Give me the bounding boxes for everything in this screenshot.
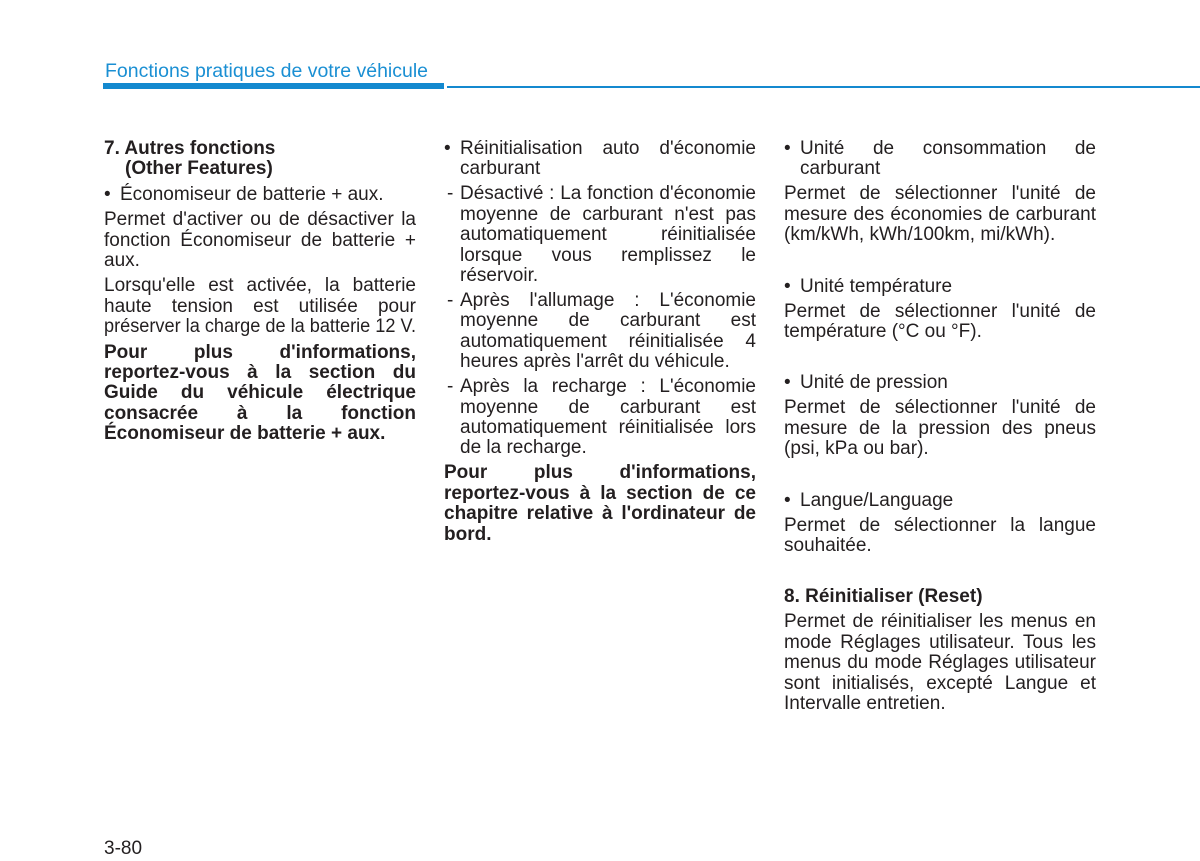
text-line: souhaitée. (784, 535, 872, 557)
paragraph (104, 276, 416, 337)
heading-line: 8. Réinitialiser (Reset) (784, 586, 983, 608)
text-line: Pour plus d'informations, (444, 462, 756, 484)
bullet-item-consumption-unit (784, 139, 1096, 180)
text-line: Permet de réinitialiser les menus en (784, 611, 1096, 633)
text-line: menus du mode Réglages utilisateur (784, 652, 1096, 674)
text-line: sont initialisés, excepté Langue et (784, 672, 1096, 694)
text-line: aux. (104, 250, 140, 272)
paragraph (784, 302, 1096, 343)
dash-marker: - (447, 290, 454, 312)
dash-item-after-ignition (444, 291, 756, 373)
bullet-item-temperature-unit (784, 277, 1096, 297)
bullet-marker: • (784, 372, 791, 394)
text-line: lorsque vous remplissez le (460, 244, 756, 266)
text-line: carburant (800, 158, 881, 180)
text-line: Permet de sélectionner l'unité de (784, 397, 1096, 419)
bullet-item-auto-reset (444, 139, 756, 180)
paragraph (784, 516, 1096, 557)
section-heading-reset (784, 587, 1096, 607)
text-line: Permet de sélectionner l'unité de (784, 183, 1096, 205)
text-line: chapitre relative à l'ordinateur de (444, 503, 756, 525)
paragraph (104, 210, 416, 271)
text-line: Pour plus d'informations, (104, 341, 416, 363)
text-line: moyenne de carburant n'est pas (460, 203, 756, 225)
text-line: automatiquement réinitialisée lors (460, 417, 756, 439)
heading-subtitle: (Other Features) (125, 158, 273, 180)
paragraph (784, 398, 1096, 459)
bullet-marker: • (784, 138, 791, 159)
text-line: Unité de pression (800, 372, 948, 394)
bold-note (104, 343, 416, 445)
section-heading-other-features (104, 139, 416, 180)
dash-marker: - (447, 183, 454, 205)
paragraph (784, 184, 1096, 245)
text-line: Permet de sélectionner la langue (784, 514, 1096, 536)
bullet-item-language (784, 491, 1096, 511)
heading-line: 7. Autres fonctions (104, 138, 276, 159)
text-line: Économiseur de batterie + aux. (104, 423, 386, 445)
text-line: haute tension est utilisée pour (104, 295, 416, 317)
text-line: de la recharge. (460, 437, 587, 459)
header-rule-thick (103, 83, 444, 89)
bold-note (444, 463, 756, 545)
dash-marker: - (447, 376, 454, 398)
bullet-item-battery-saver (104, 185, 416, 205)
text-line: Unité température (800, 275, 953, 297)
bullet-marker: • (784, 489, 791, 511)
text-line: Après l'allumage : L'économie (460, 290, 756, 312)
bullet-marker: • (784, 275, 791, 297)
text-line: (km/kWh, kWh/100km, mi/kWh). (784, 224, 1056, 246)
text-line: Après la recharge : L'économie (460, 376, 756, 398)
dash-item-after-charging (444, 377, 756, 459)
text-line: (psi, kPa ou bar). (784, 438, 929, 460)
text-line: moyenne de carburant est (460, 310, 756, 332)
section-title: Fonctions pratiques de votre véhicule (105, 60, 429, 82)
page-number: 3-80 (104, 838, 143, 859)
column-1 (104, 139, 416, 445)
text-line: automatiquement réinitialisée 4 (460, 330, 756, 352)
dash-item-disabled (444, 184, 756, 286)
bullet-marker: • (104, 183, 111, 205)
text-line: réservoir. (460, 265, 539, 287)
text-line: Intervalle entretien. (784, 693, 946, 715)
text-line: bord. (444, 523, 492, 545)
text-line: fonction Économiseur de batterie + (104, 229, 416, 251)
text-line: consacrée à la fonction (104, 402, 416, 424)
text-line: Unité de consommation de (800, 138, 1096, 159)
text-line: température (°C ou °F). (784, 321, 982, 343)
bullet-item-pressure-unit (784, 373, 1096, 393)
text-line: Désactivé : La fonction d'économie (460, 183, 756, 205)
text-line: préserver la charge de la batterie 12 V. (104, 316, 416, 338)
text-line: mesure des économies de carburant (784, 203, 1096, 225)
text-line: reportez-vous à la section de ce (444, 482, 756, 504)
bullet-marker: • (444, 138, 451, 159)
text-line: Lorsqu'elle est activée, la batterie (104, 275, 416, 297)
text-line: reportez-vous à la section du (104, 362, 416, 384)
text-line: Permet de sélectionner l'unité de (784, 300, 1096, 322)
column-2 (444, 139, 756, 545)
paragraph (784, 612, 1096, 714)
text-line: mode Réglages utilisateur. Tous les (784, 631, 1096, 653)
text-line: carburant (460, 158, 541, 180)
column-3 (784, 139, 1096, 715)
text-line: Langue/Language (800, 489, 954, 511)
text-line: heures après l'arrêt du véhicule. (460, 351, 730, 373)
text-line: Économiseur de batterie + aux. (120, 183, 384, 205)
text-line: Guide du véhicule électrique (104, 382, 416, 404)
text-line: automatiquement réinitialisée (460, 224, 756, 246)
text-line: moyenne de carburant est (460, 396, 756, 418)
text-line: mesure de la pression des pneus (784, 417, 1096, 439)
text-line: Permet d'activer ou de désactiver la (104, 209, 416, 231)
header-rule-thin (447, 86, 1200, 88)
text-line: Réinitialisation auto d'économie (460, 138, 756, 159)
